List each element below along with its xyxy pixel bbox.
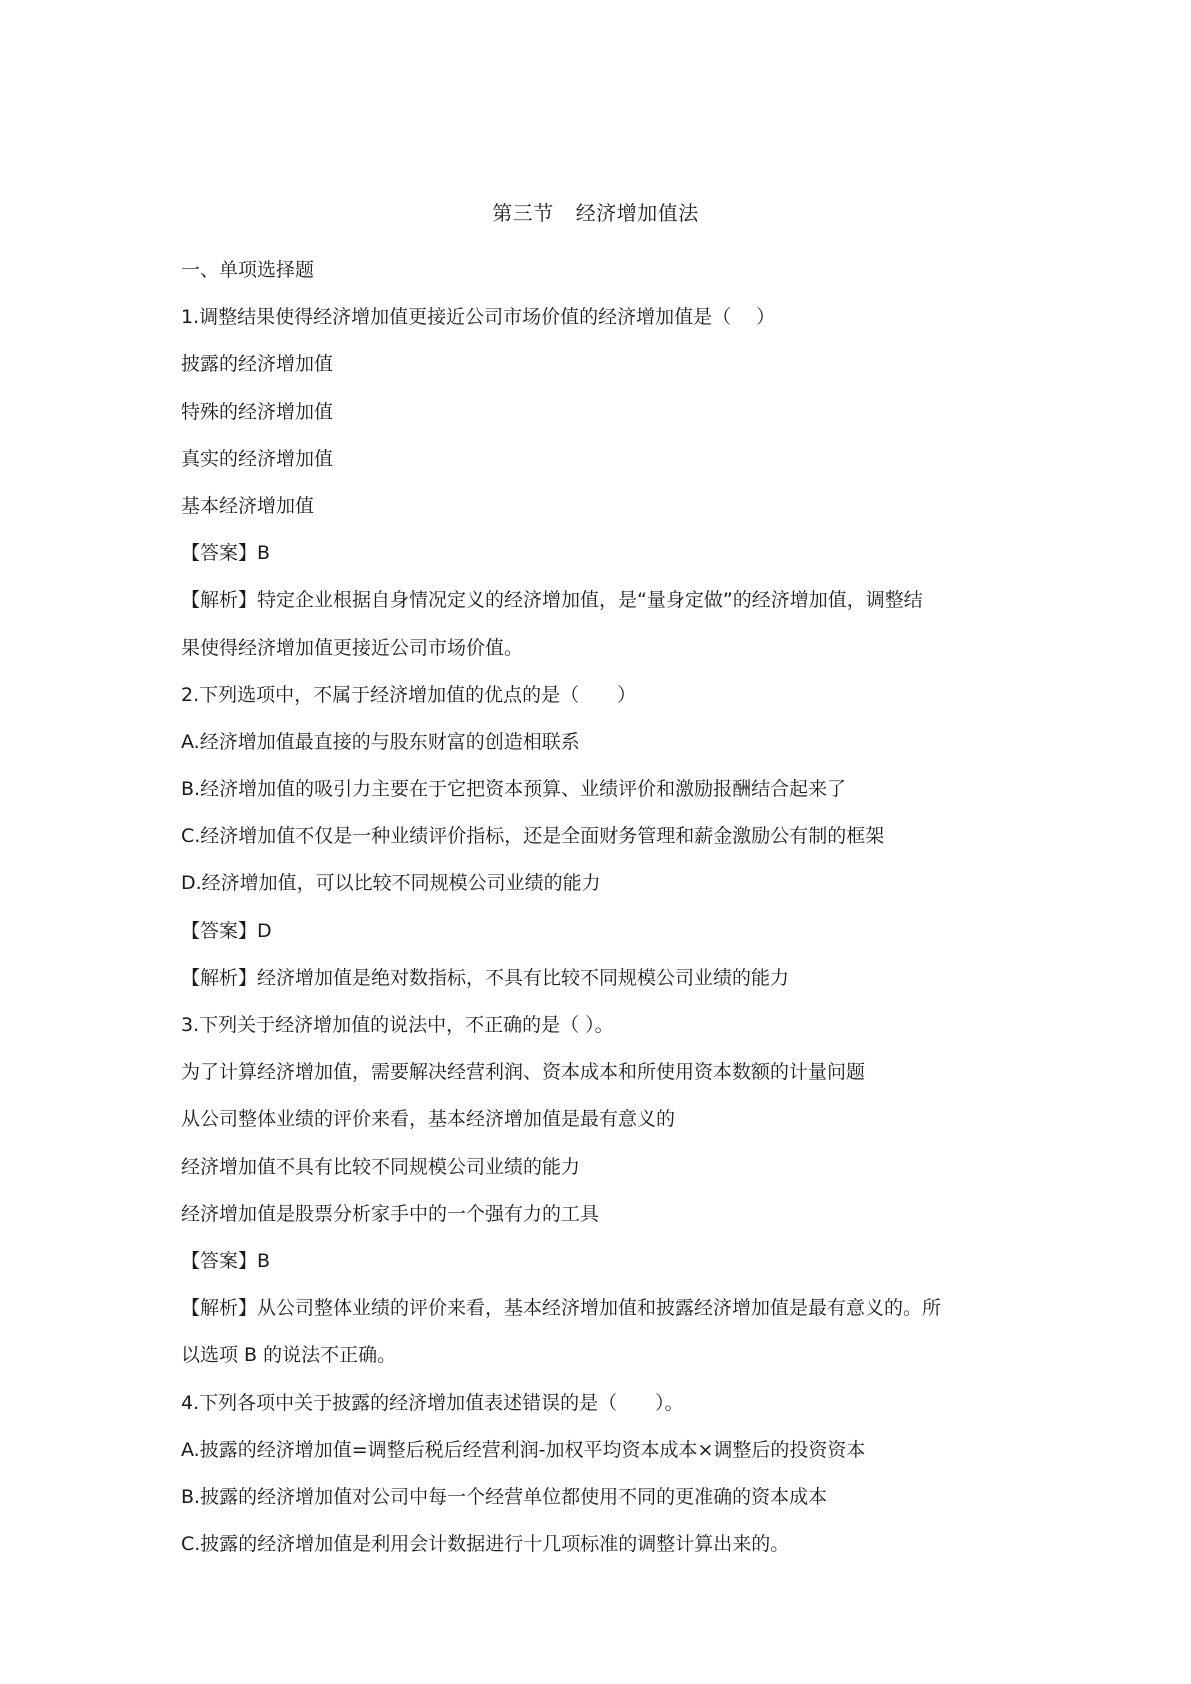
question-stem: 2.下列选项中，不属于经济增加值的优点的是（ ）: [181, 683, 637, 706]
question-option: A.披露的经济增加值=调整后税后经营利润-加权平均资本成本×调整后的投资资本: [181, 1438, 866, 1461]
title-section-name: 经济增加值法: [575, 201, 699, 225]
analysis-line: 【解析】从公司整体业绩的评价来看，基本经济增加值和披露经济增加值是最有意义的。所: [181, 1297, 942, 1320]
question-option: 经济增加值是股票分析家手中的一个强有力的工具: [181, 1202, 600, 1225]
analysis-line: 以选项 B 的说法不正确。: [181, 1344, 397, 1367]
question-option: C.披露的经济增加值是利用会计数据进行十几项标准的调整计算出来的。: [181, 1533, 790, 1556]
question-option: 披露的经济增加值: [181, 353, 334, 376]
question-option: C.经济增加值不仅是一种业绩评价指标，还是全面财务管理和薪金激励公有制的框架: [181, 825, 885, 848]
question-stem: 3.下列关于经济增加值的说法中，不正确的是（ ）。: [181, 1014, 614, 1036]
question-option: A.经济增加值最直接的与股东财富的创造相联系: [181, 730, 580, 753]
question-option: 真实的经济增加值: [181, 447, 334, 470]
question-option: B.披露的经济增加值对公司中每一个经营单位都使用不同的更准确的资本成本: [181, 1485, 828, 1508]
title-section-number: 第三节: [492, 201, 554, 225]
document-body: [181, 247, 1021, 1568]
question-stem: 4.下列各项中关于披露的经济增加值表述错误的是（ ）。: [181, 1391, 684, 1414]
analysis-line: 【解析】经济增加值是绝对数指标，不具有比较不同规模公司业绩的能力: [181, 966, 790, 989]
answer-line: 【答案】B: [181, 542, 271, 565]
answer-line: 【答案】D: [181, 919, 272, 942]
question-option: 经济增加值不具有比较不同规模公司业绩的能力: [181, 1155, 581, 1178]
analysis-line: 果使得经济增加值更接近公司市场价值。: [181, 636, 524, 659]
question-option: 特殊的经济增加值: [181, 400, 334, 423]
section-heading: 一、单项选择题: [181, 259, 315, 281]
question-option: D.经济增加值，可以比较不同规模公司业绩的能力: [181, 872, 601, 895]
analysis-line: 【解析】特定企业根据自身情况定义的经济增加值，是“量身定做”的经济增加值，调整结: [181, 589, 923, 612]
question-stem: 1.调整结果使得经济增加值更接近公司市场价值的经济增加值是（ ）: [181, 306, 776, 329]
question-option: 从公司整体业绩的评价来看，基本经济增加值是最有意义的: [181, 1108, 676, 1131]
answer-line: 【答案】B: [181, 1249, 271, 1272]
question-option: B.经济增加值的吸引力主要在于它把资本预算、业绩评价和激励报酬结合起来了: [181, 778, 847, 801]
question-option: 为了计算经济增加值，需要解决经营利润、资本成本和所使用资本数额的计量问题: [181, 1061, 866, 1084]
question-option: 基本经济增加值: [181, 494, 315, 517]
page-title: [0, 200, 1191, 226]
